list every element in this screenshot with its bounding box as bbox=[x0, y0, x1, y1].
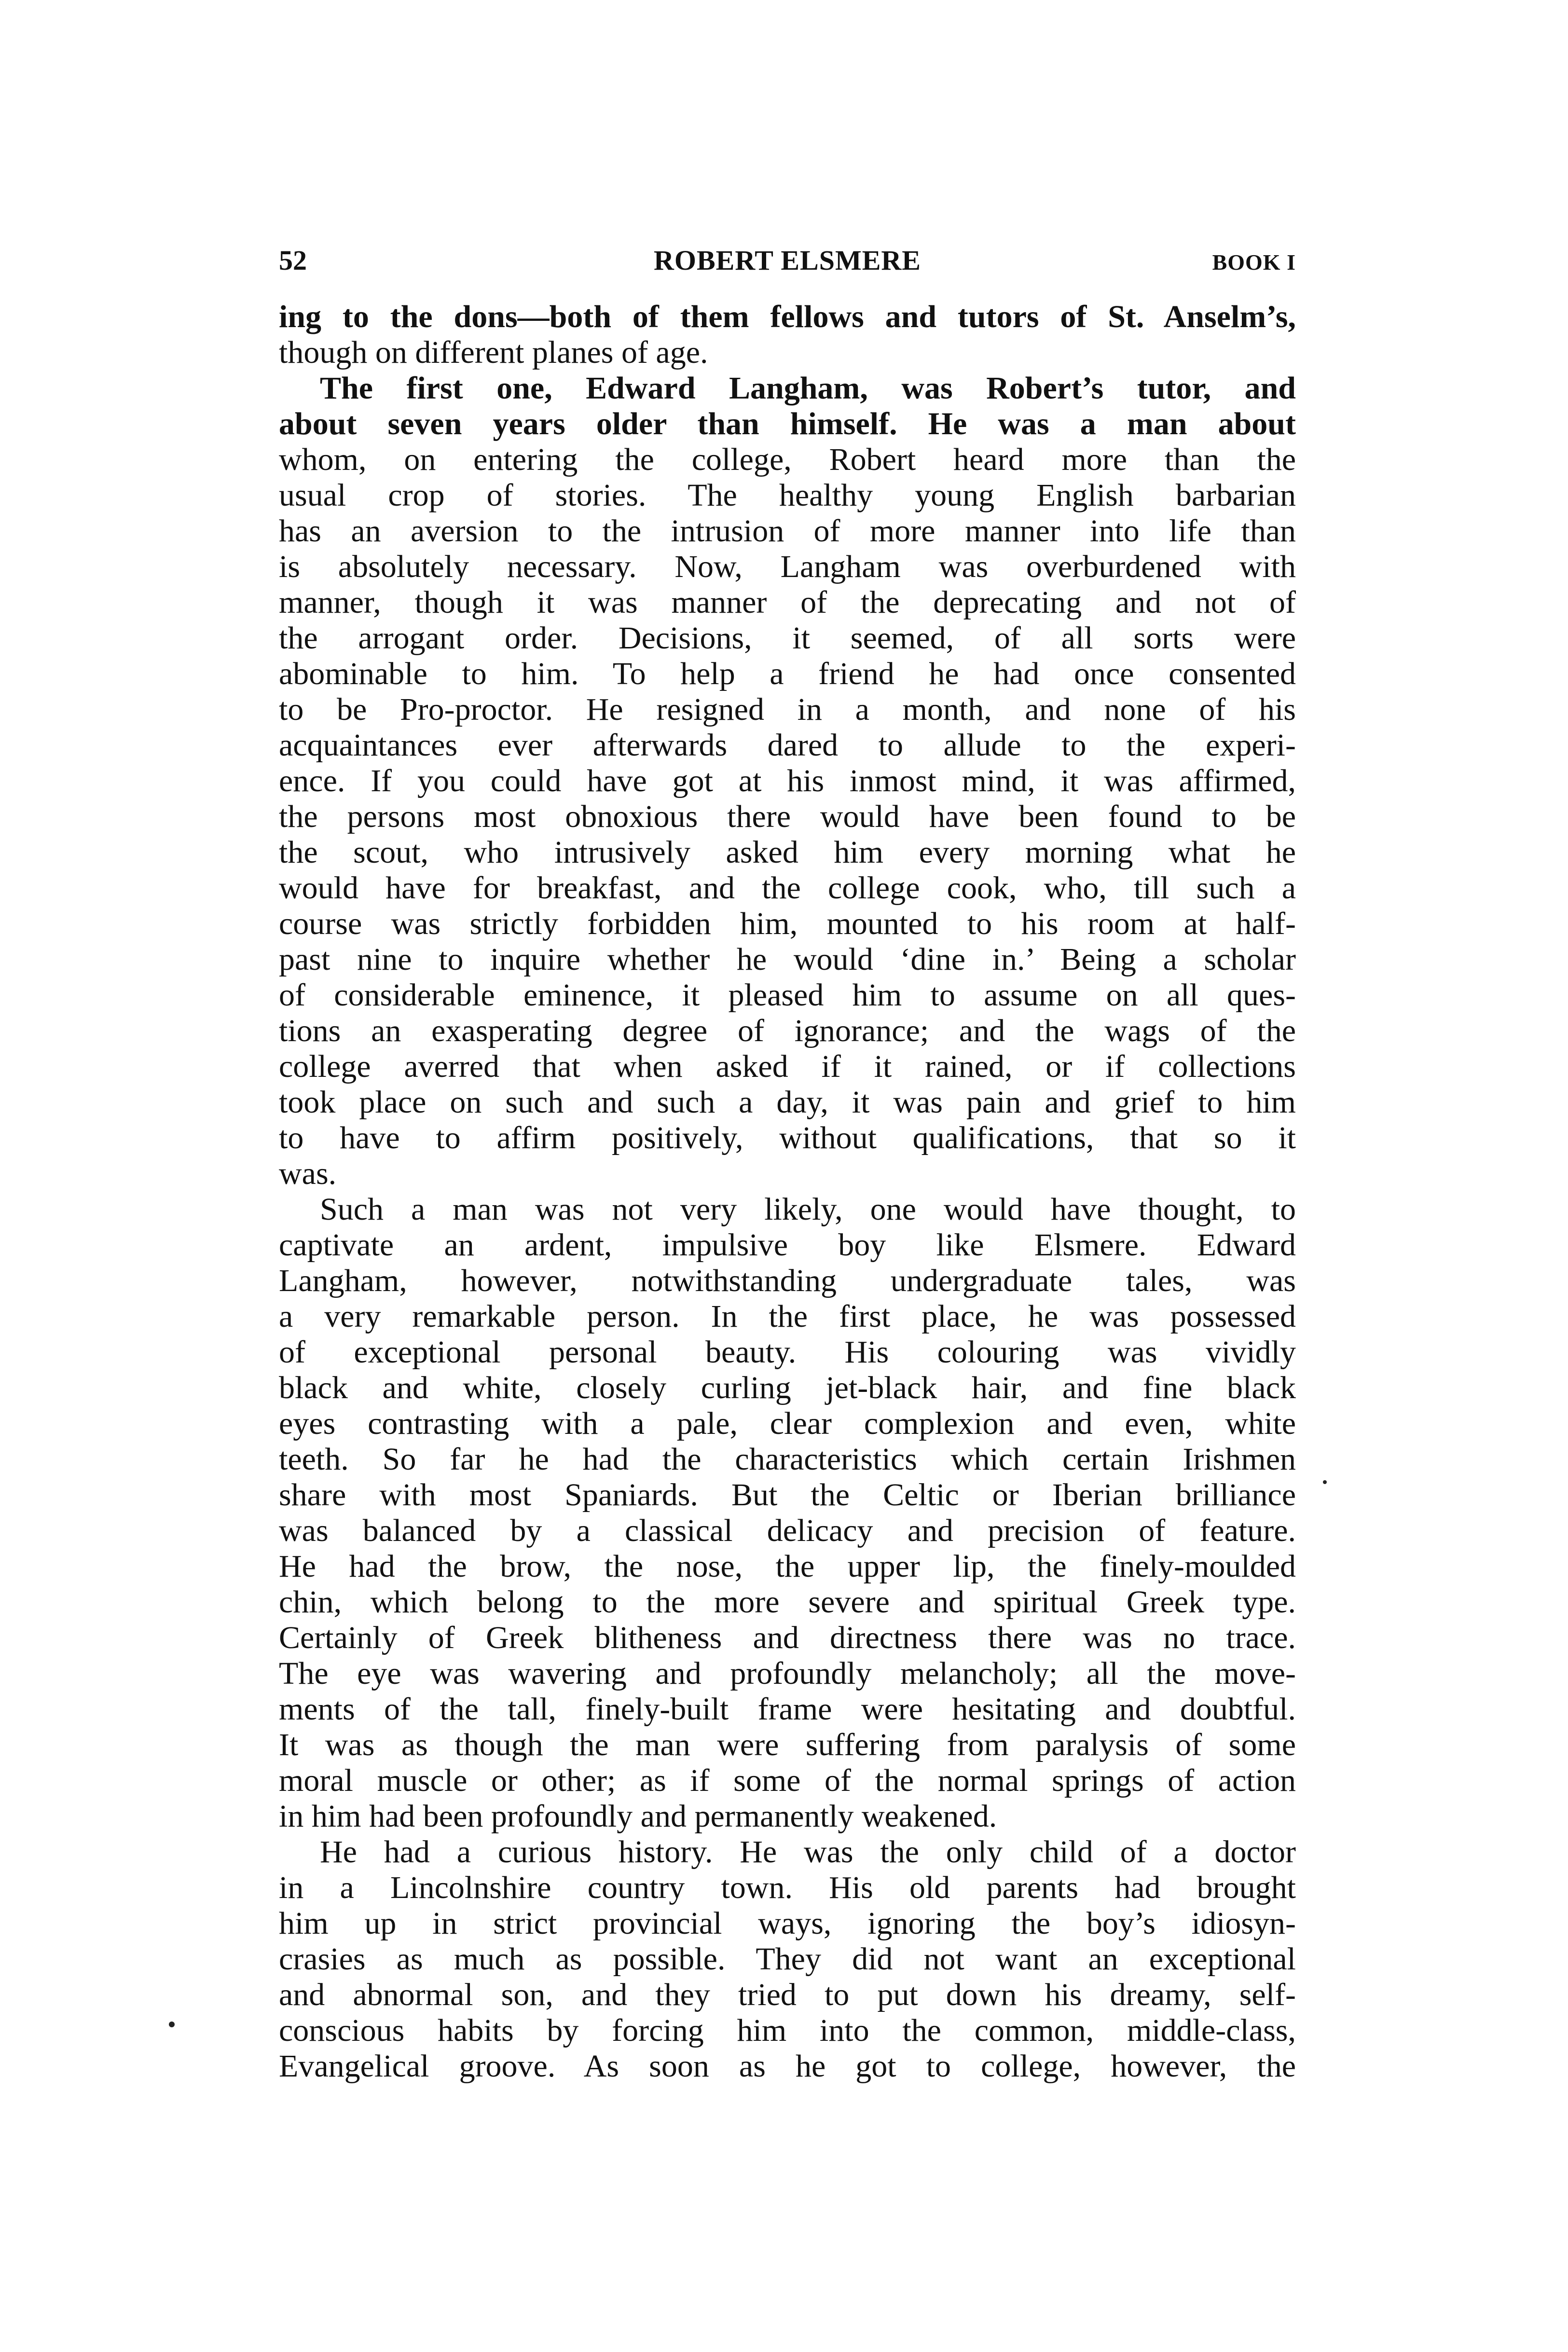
text-line: moral muscle or other; as if some of the normal springs of action bbox=[279, 1763, 1296, 1798]
scan-speck bbox=[1323, 1480, 1327, 1484]
text-line: The eye was wavering and profoundly melancholy; all the move- bbox=[279, 1656, 1296, 1691]
text-line: ing to the dons—both of them fellows and tutors of St. Anselm’s, bbox=[279, 299, 1296, 334]
text-line: It was as though the man were suffering from paralysis of some bbox=[279, 1727, 1296, 1762]
text-line: course was strictly forbidden him, mounted to his room at half- bbox=[279, 906, 1296, 941]
text-line: has an aversion to the intrusion of more manner into life than bbox=[279, 513, 1296, 549]
running-head bbox=[279, 241, 1296, 280]
text-line: share with most Spaniards. But the Celtic or Iberian brilliance bbox=[279, 1477, 1296, 1513]
text-line: the scout, who intrusively asked him every morning what he bbox=[279, 835, 1296, 870]
page-number: 52 bbox=[279, 245, 307, 276]
text-line: the arrogant order. Decisions, it seemed, of all sorts were bbox=[279, 620, 1296, 656]
text-line: ence. If you could have got at his inmost mind, it was affirmed, bbox=[279, 763, 1296, 798]
text-line: college averred that when asked if it rained, or if collections bbox=[279, 1049, 1296, 1084]
text-line: crasies as much as possible. They did not want an exceptional bbox=[279, 1941, 1296, 1977]
text-line: chin, which belong to the more severe and spiritual Greek type. bbox=[279, 1584, 1296, 1620]
text-line: in a Lincolnshire country town. His old parents had brought bbox=[279, 1870, 1296, 1905]
text-line: ments of the tall, finely-built frame were hesitating and doubtful. bbox=[279, 1692, 1296, 1727]
text-line: Langham, however, notwithstanding undergraduate tales, was bbox=[279, 1263, 1296, 1298]
text-line: and abnormal son, and they tried to put down his dreamy, self- bbox=[279, 1977, 1296, 2012]
text-line: took place on such and such a day, it was pain and grief to him bbox=[279, 1085, 1296, 1120]
text-line: about seven years older than himself. He was a man about bbox=[279, 406, 1296, 441]
text-line: to have to affirm positively, without qualifications, that so it bbox=[279, 1120, 1296, 1155]
text-line: past nine to inquire whether he would ‘dine in.’ Being a scholar bbox=[279, 942, 1296, 977]
text-line: The first one, Edward Langham, was Robert’s tutor, and bbox=[320, 371, 1296, 406]
text-line: usual crop of stories. The healthy young English barbarian bbox=[279, 478, 1296, 513]
text-line: Such a man was not very likely, one would have thought, to bbox=[320, 1192, 1296, 1227]
text-line: black and white, closely curling jet-black hair, and fine black bbox=[279, 1370, 1296, 1405]
scan-speck bbox=[169, 2022, 175, 2027]
text-line: was. bbox=[279, 1156, 337, 1191]
text-line: of considerable eminence, it pleased him to assume on all ques- bbox=[279, 977, 1296, 1013]
running-title: ROBERT ELSMERE bbox=[654, 245, 921, 276]
text-line: Certainly of Greek blitheness and directness there was no trace. bbox=[279, 1620, 1296, 1655]
text-line: in him had been profoundly and permanently weakened. bbox=[279, 1799, 997, 1834]
text-line: eyes contrasting with a pale, clear complexion and even, white bbox=[279, 1406, 1296, 1441]
text-line: conscious habits by forcing him into the common, middle-class, bbox=[279, 2013, 1296, 2048]
text-line: would have for breakfast, and the college cook, who, till such a bbox=[279, 870, 1296, 906]
text-line: whom, on entering the college, Robert heard more than the bbox=[279, 442, 1296, 477]
text-line: acquaintances ever afterwards dared to allude to the experi- bbox=[279, 728, 1296, 763]
text-line: He had the brow, the nose, the upper lip, the finely-moulded bbox=[279, 1549, 1296, 1584]
text-line: Evangelical groove. As soon as he got to college, however, the bbox=[279, 2049, 1296, 2084]
text-line: to be Pro-proctor. He resigned in a month, and none of his bbox=[279, 692, 1296, 727]
text-line: though on different planes of age. bbox=[279, 335, 708, 370]
text-line: of exceptional personal beauty. His colouring was vividly bbox=[279, 1334, 1296, 1370]
text-line: teeth. So far he had the characteristics which certain Irishmen bbox=[279, 1442, 1296, 1477]
text-line: is absolutely necessary. Now, Langham was overburdened with bbox=[279, 549, 1296, 584]
text-line: tions an exasperating degree of ignorance; and the wags of the bbox=[279, 1013, 1296, 1048]
text-line: manner, though it was manner of the deprecating and not of bbox=[279, 585, 1296, 620]
text-line: a very remarkable person. In the first place, he was possessed bbox=[279, 1299, 1296, 1334]
text-line: abominable to him. To help a friend he had once consented bbox=[279, 656, 1296, 691]
text-line: He had a curious history. He was the only child of a doctor bbox=[320, 1834, 1296, 1870]
text-line: was balanced by a classical delicacy and precision of feature. bbox=[279, 1513, 1296, 1548]
book-marker: BOOK I bbox=[1212, 250, 1296, 275]
text-line: him up in strict provincial ways, ignoring the boy’s idiosyn- bbox=[279, 1906, 1296, 1941]
body-text bbox=[279, 299, 1296, 2084]
text-line: the persons most obnoxious there would have been found to be bbox=[279, 799, 1296, 834]
text-line: captivate an ardent, impulsive boy like Elsmere. Edward bbox=[279, 1227, 1296, 1263]
